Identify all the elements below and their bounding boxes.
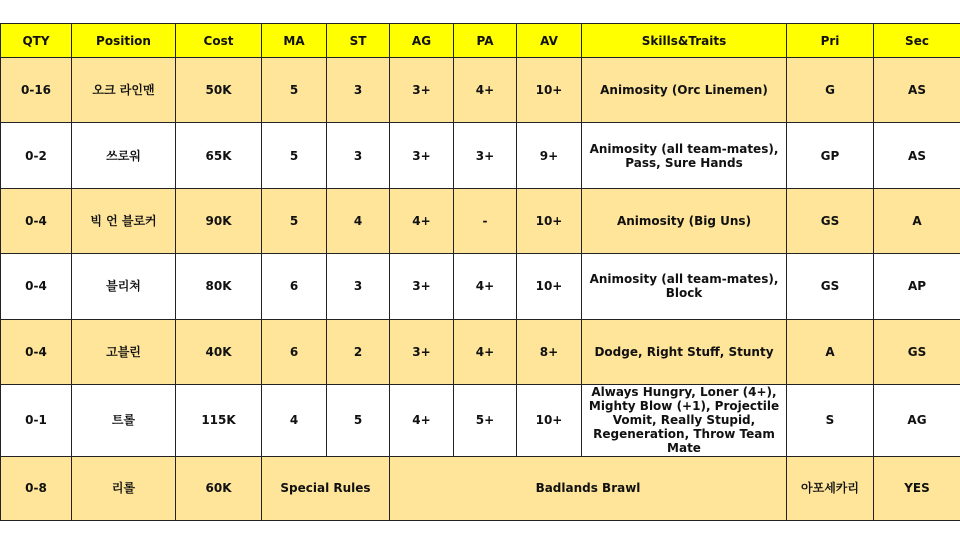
cell-ag: 4+ [390, 188, 454, 253]
cell-sec: AS [874, 123, 960, 188]
cell-ma: 5 [262, 58, 327, 123]
header-ma: MA [262, 24, 327, 58]
cell-position: 블리쳐 [72, 254, 176, 319]
cell-pa: 5+ [454, 385, 517, 456]
cell-ma: 6 [262, 319, 327, 384]
cell-qty: 0-4 [1, 188, 72, 253]
cell-cost: 80K [176, 254, 262, 319]
header-position: Position [72, 24, 176, 58]
cell-av: 10+ [517, 58, 582, 123]
cell-pri: GS [787, 188, 874, 253]
cell-qty: 0-8 [1, 456, 72, 520]
cell-ma: 4 [262, 385, 327, 456]
skill-line: Dodge, Right Stuff, Stunty [594, 344, 774, 359]
cell-ma: 6 [262, 254, 327, 319]
header-av: AV [517, 24, 582, 58]
cell-sec: GS [874, 319, 960, 384]
header-pa: PA [454, 24, 517, 58]
cell-ag: 3+ [390, 254, 454, 319]
cell-st: 4 [327, 188, 390, 253]
header-pri: Pri [787, 24, 874, 58]
roster-table [0, 23, 960, 521]
cell-cost: 90K [176, 188, 262, 253]
skill-line: Always Hungry, Loner (4+), [591, 385, 777, 400]
cell-skills [582, 254, 787, 319]
skill-line: Animosity (Orc Linemen) [600, 83, 768, 98]
skill-line: Animosity (all team-mates), Block [589, 272, 779, 301]
table-row [1, 123, 960, 188]
cell-pri: GP [787, 123, 874, 188]
cell-cost: 115K [176, 385, 262, 456]
cell-qty: 0-4 [1, 254, 72, 319]
cell-position: 빅 언 블로커 [72, 188, 176, 253]
cell-st: 3 [327, 58, 390, 123]
cell-st: 2 [327, 319, 390, 384]
cell-qty: 0-2 [1, 123, 72, 188]
cell-qty: 0-4 [1, 319, 72, 384]
table-row [1, 385, 960, 456]
cell-st: 3 [327, 254, 390, 319]
special-rules-row [1, 456, 960, 520]
cell-pa: 3+ [454, 123, 517, 188]
skill-line: Vomit, Really Stupid, [612, 413, 756, 428]
cell-ag: 3+ [390, 58, 454, 123]
cell-av: 9+ [517, 123, 582, 188]
skill-line: Animosity (all team-mates), [589, 141, 779, 156]
cell-pa: - [454, 188, 517, 253]
cell-pri: G [787, 58, 874, 123]
header-skills: Skills&Traits [582, 24, 787, 58]
cell-cost: 60K [176, 456, 262, 520]
cell-position: 쓰로워 [72, 123, 176, 188]
cell-cost: 40K [176, 319, 262, 384]
header-row [1, 24, 960, 58]
cell-st: 5 [327, 385, 390, 456]
cell-ag: 3+ [390, 319, 454, 384]
header-cost: Cost [176, 24, 262, 58]
table-row [1, 319, 960, 384]
cell-skills [582, 123, 787, 188]
cell-sec: AG [874, 385, 960, 456]
cell-ag: 4+ [390, 385, 454, 456]
cell-pa: 4+ [454, 319, 517, 384]
cell-skills [582, 188, 787, 253]
cell-skills [582, 319, 787, 384]
cell-special-rules-label: Special Rules [262, 456, 390, 520]
cell-position: 트롤 [72, 385, 176, 456]
cell-skills [582, 385, 787, 456]
header-ag: AG [390, 24, 454, 58]
cell-qty: 0-1 [1, 385, 72, 456]
cell-av: 10+ [517, 254, 582, 319]
cell-skills [582, 58, 787, 123]
cell-ag: 3+ [390, 123, 454, 188]
cell-sec: AP [874, 254, 960, 319]
cell-av: 10+ [517, 385, 582, 456]
cell-position: 고블린 [72, 319, 176, 384]
table-row [1, 58, 960, 123]
header-st: ST [327, 24, 390, 58]
skill-line: Regeneration, Throw Team Mate [593, 427, 775, 456]
cell-pa: 4+ [454, 254, 517, 319]
cell-ma: 5 [262, 123, 327, 188]
cell-sec: AS [874, 58, 960, 123]
cell-pri: GS [787, 254, 874, 319]
cell-qty: 0-16 [1, 58, 72, 123]
cell-ma: 5 [262, 188, 327, 253]
cell-apothecary-label: 아포세카리 [787, 456, 874, 520]
cell-pri: S [787, 385, 874, 456]
skill-line: Mighty Blow (+1), Projectile [588, 399, 780, 414]
cell-position: 오크 라인맨 [72, 58, 176, 123]
cell-av: 8+ [517, 319, 582, 384]
skill-line: Animosity (Big Uns) [616, 214, 752, 229]
cell-pa: 4+ [454, 58, 517, 123]
cell-cost: 50K [176, 58, 262, 123]
cell-av: 10+ [517, 188, 582, 253]
cell-pri: A [787, 319, 874, 384]
table-row [1, 188, 960, 253]
cell-apothecary-value: YES [874, 456, 960, 520]
cell-st: 3 [327, 123, 390, 188]
header-qty: QTY [1, 24, 72, 58]
cell-cost: 65K [176, 123, 262, 188]
skill-line: Pass, Sure Hands [625, 155, 743, 170]
header-sec: Sec [874, 24, 960, 58]
table-row [1, 254, 960, 319]
cell-special-rules-value: Badlands Brawl [390, 456, 787, 520]
cell-position: 리롤 [72, 456, 176, 520]
cell-sec: A [874, 188, 960, 253]
